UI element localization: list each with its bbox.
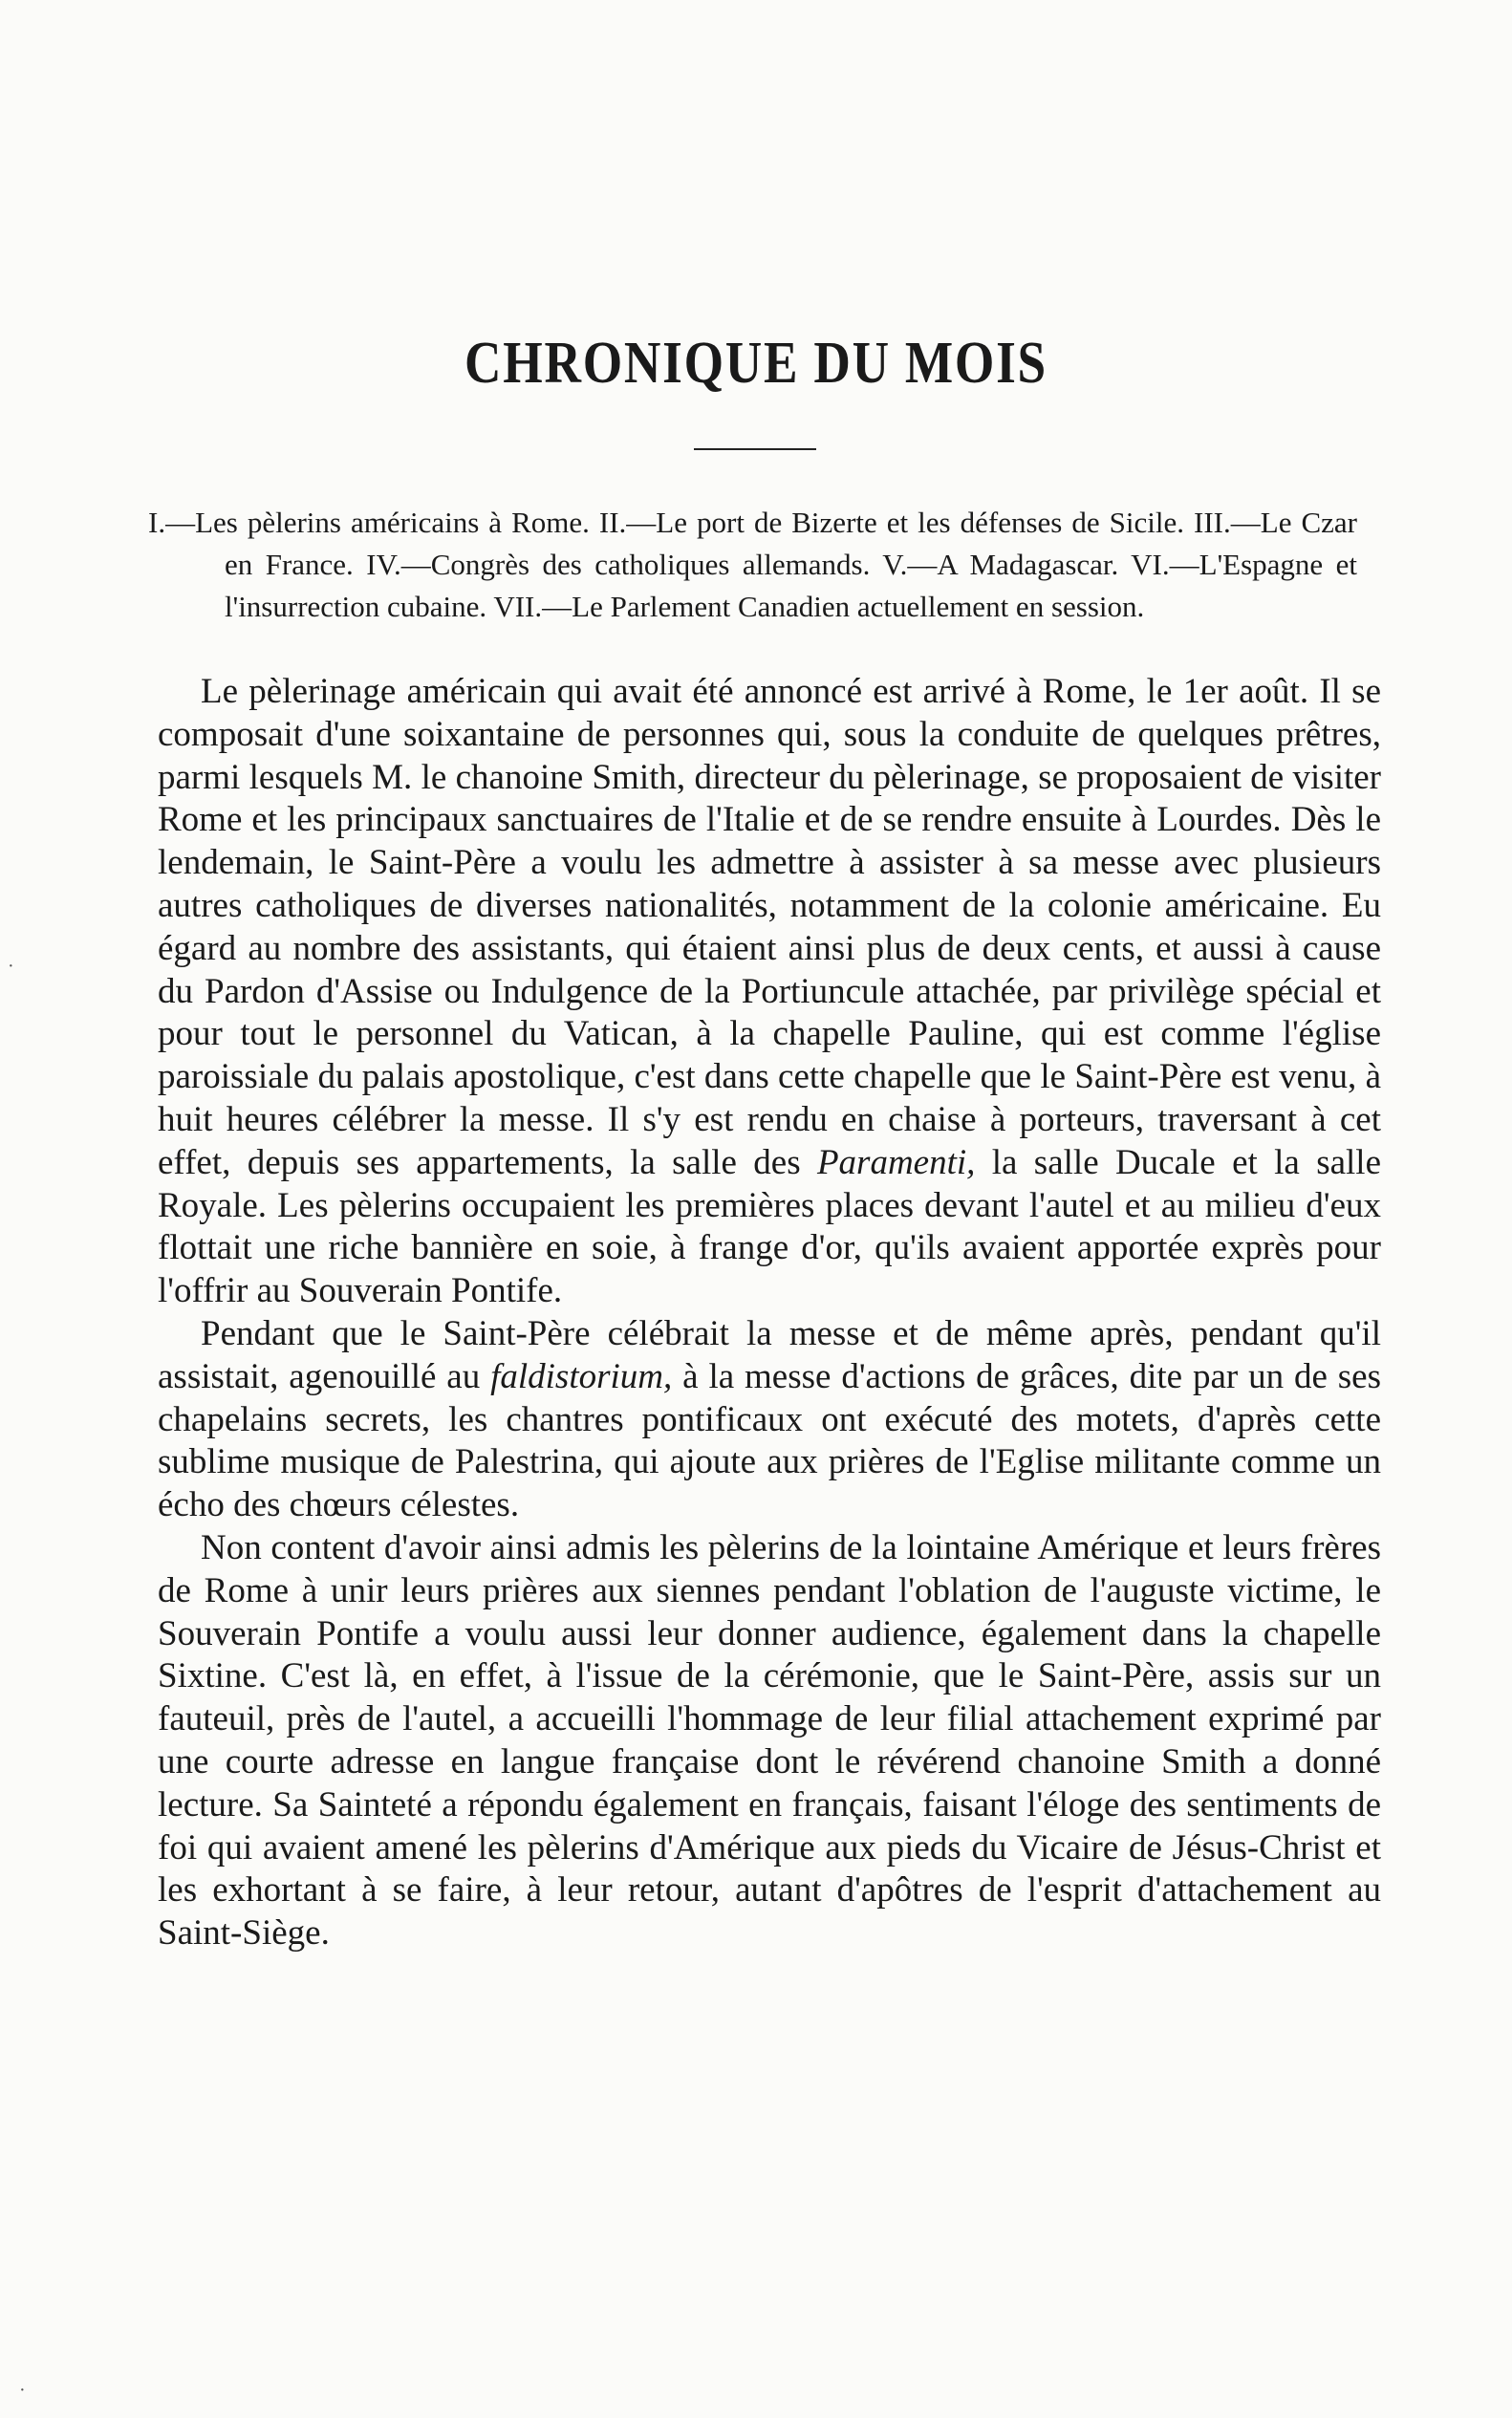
chronicle-summary: I.—Les pèlerins américains à Rome. II.—Le port de Bizerte et les défenses de Sicile. III.—Le Czar en France. IV.—Congrès des catholiques allemands. V.—A Madagascar. VI.—L'Espagne et l'insurrection cubaine. VII.—Le Parlement Canadien actuellement en session. [148,506,1357,623]
margin-speck: · [8,956,14,977]
margin-speck: · [19,2380,26,2401]
paragraph-1-italic: Paramenti, [816,1142,976,1182]
paragraph-3: Non content d'avoir ainsi admis les pèlerins de la lointaine Amérique et leurs frères de Rome à unir leurs prières aux siennes pendant l'oblation de l'auguste victime, le Souverain Pontife a voulu aussi leur donner audience, également dans la chapelle Sixtine. C'est là, en effet, à l'issue de la cérémonie, que le Saint-Père, assis sur un fauteuil, près de l'autel, a accueilli l'hommage de leur filial attachement exprimé par une courte adresse en langue française dont le révérend chanoine Smith a donné lecture. Sa Sainteté a répondu également en français, faisant l'éloge des sentiments de foi qui avaient amené les pèlerins d'Amérique aux pieds du Vicaire de Jésus-Christ et les exhortant à se faire, à leur retour, autant d'apôtres de l'esprit d'attachement au Saint-Siège. [158,1527,1381,1954]
paragraph-2-part-b: à la messe d'actions de grâces, dite par un de ses chapelains secrets, les chantres pontificaux ont exécuté des motets, d'après cette sublime musique de Palestrina, qui ajoute aux prières de l'Eglise militante comme un écho des chœurs célestes. [158,1356,1381,1525]
chronicle-title: CHRONIQUE DU MOIS [464,331,1048,396]
paragraph-1-part-a: Le pèlerinage américain qui avait été annoncé est arrivé à Rome, le 1er août. Il se composait d'une soixantaine de personnes qui, sous la conduite de quelques prêtres, parmi lesquels M. le chanoine Smith, directeur du pèlerinage, se proposaient de visiter Rome et les principaux sanctuaires de l'Italie et de se rendre ensuite à Lourdes. Dès le lendemain, le Saint-Père a voulu les admettre à assister à sa messe avec plusieurs autres catholiques de diverses nationalités, notamment de la colonie américaine. Eu égard au nombre des assistants, qui étaient ainsi plus de deux cents, et aussi à cause du Pardon d'Assise ou Indulgence de la Portiuncule attachée, par privilège spécial et pour tout le personnel du Vatican, à la chapelle Pauline, qui est comme l'église paroissiale du palais apostolique, c'est dans cette chapelle que le Saint-Père est venu, à huit heures célébrer la messe. Il s'y est rendu en chaise à porteurs, traversant à cet effet, depuis ses appartements, la salle des [158,672,1381,1182]
paragraph-1 [158,671,1381,1313]
paragraph-2-part-a: Pendant que le Saint-Père célébrait la messe et de même après, pendant qu'il assistait, agenouillé au [158,1313,1381,1396]
paragraph-2 [158,1313,1381,1527]
paragraph-1-part-b: la salle Ducale et la salle Royale. Les pèlerins occupaient les premières places devant l'autel et au milieu d'eux flottait une riche bannière en soie, à frange d'or, qu'ils avaient apportée exprès pour l'offrir au Souverain Pontife. [158,1142,1381,1311]
title-rule [694,448,816,450]
chronicle-body [158,671,1381,1955]
paragraph-2-italic: faldistorium, [490,1356,673,1396]
